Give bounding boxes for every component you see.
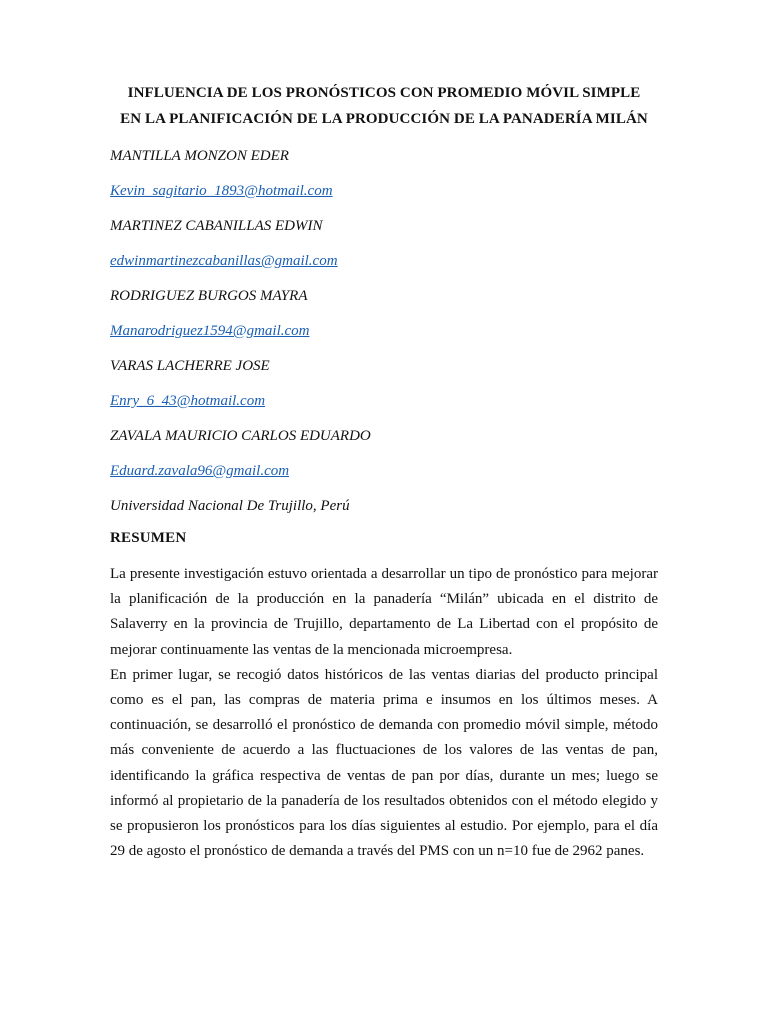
- author-name-mantilla: MANTILLA MONZON EDER: [110, 148, 289, 164]
- author-email-martinez[interactable]: edwinmartinezcabanillas@gmail.com: [110, 253, 338, 269]
- title-line-2: EN LA PLANIFICACIÓN DE LA PRODUCCIÓN DE LA PANADERÍA MILÁN: [120, 111, 648, 127]
- author-name-varas: VARAS LACHERRE JOSE: [110, 358, 270, 374]
- author-name-zavala: ZAVALA MAURICIO CARLOS EDUARDO: [110, 428, 371, 444]
- abstract-paragraph-2: En primer lugar, se recogió datos históricos de las ventas diarias del producto principal como es el pan, las compras de materia prima e insumos en los últimos meses. A continuación, se desarrolló el pronóstico de demanda con promedio móvil simple, método más conveniente de acuerdo a las fluctuaciones de los valores de las ventas de pan, identificando la gráfica respectiva de ventas de pan por días, durante un mes; luego se informó al propietario de la panadería de los resultados obtenidos con el método elegido y se propusieron los pronósticos para los días siguientes al estudio. Por ejemplo, para el día 29 de agosto el pronóstico de demanda a través del PMS con un n=10 fue de 2962 panes.: [110, 666, 658, 860]
- abstract-body: [110, 562, 658, 864]
- author-email-varas[interactable]: Enry_6_43@hotmail.com: [110, 393, 266, 409]
- author-email-mantilla[interactable]: Kevin_sagitario_1893@hotmail.com: [110, 183, 333, 199]
- title-line-1: INFLUENCIA DE LOS PRONÓSTICOS CON PROMEDIO MÓVIL SIMPLE: [127, 85, 641, 101]
- author-email-zavala[interactable]: Eduard.zavala96@gmail.com: [110, 463, 290, 479]
- author-name-rodriguez: RODRIGUEZ BURGOS MAYRA: [110, 288, 308, 304]
- author-email-rodriguez[interactable]: Manarodriguez1594@gmail.com: [110, 323, 310, 339]
- affiliation: Universidad Nacional De Trujillo, Perú: [110, 498, 350, 514]
- abstract-heading: RESUMEN: [110, 530, 187, 546]
- abstract-paragraph-1: La presente investigación estuvo orientada a desarrollar un tipo de pronóstico para mejorar la planificación de la producción en la panadería “Milán” ubicada en el distrito de Salaverry en la provincia de Trujillo, departamento de La Libertad con el propósito de mejorar continuamente las ventas de la mencionada microempresa.: [110, 566, 658, 658]
- author-name-martinez: MARTINEZ CABANILLAS EDWIN: [110, 218, 323, 234]
- author-list: [110, 146, 658, 531]
